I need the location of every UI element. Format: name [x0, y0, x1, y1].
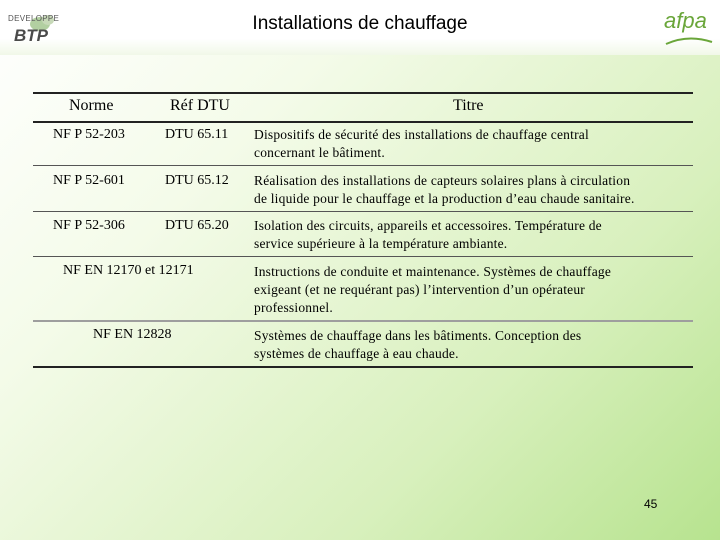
row-3-titre-line-1: Isolation des circuits, appareils et accessoires. Température de [254, 218, 602, 233]
row-2-titre-line-2: de liquide pour le chauffage et la production d’eau chaude sanitaire. [254, 191, 635, 206]
row-4-titre-line-1: Instructions de conduite et maintenance. Systèmes de chauffage [254, 264, 612, 279]
column-header-titre: Titre [453, 97, 484, 114]
row-2-titre-line-1: Réalisation des installations de capteurs solaires plans à circulation [254, 173, 631, 188]
logo-left-small-text: DEVELOPPE [8, 14, 60, 23]
row-5-norme: NF EN 12828 [93, 327, 172, 342]
row-4-titre-line-2: exigeant (et ne requérant pas) l’intervention d’un opérateur [254, 282, 585, 297]
afpa-logo [660, 4, 718, 50]
page-number: 45 [644, 497, 658, 511]
logo-right-text: afpa [664, 8, 707, 33]
row-4-rule [33, 320, 693, 322]
row-2-dtu: DTU 65.12 [165, 173, 229, 188]
row-2-rule [33, 211, 693, 212]
row-1-titre-line-1: Dispositifs de sécurité des installations de chauffage central [254, 127, 589, 142]
row-5-titre-line-2: systèmes de chauffage à eau chaude. [254, 346, 459, 361]
row-4-titre-line-3: professionnel. [254, 300, 333, 315]
row-5-titre-line-1: Systèmes de chauffage dans les bâtiments. Conception des [254, 328, 582, 343]
row-1-dtu: DTU 65.11 [165, 127, 229, 142]
row-3-dtu: DTU 65.20 [165, 218, 229, 233]
row-1-titre-line-2: concernant le bâtiment. [254, 145, 385, 160]
table-top-rule [33, 92, 693, 94]
logo-left-big-text: BTP [14, 26, 48, 45]
row-3-rule [33, 256, 693, 257]
row-3-titre-line-2: service supérieure à la température ambiante. [254, 236, 508, 251]
row-3-norme: NF P 52-306 [53, 218, 125, 233]
row-4-norme: NF EN 12170 et 12171 [63, 263, 194, 278]
column-header-norme: Norme [69, 97, 114, 114]
row-2-norme: NF P 52-601 [53, 173, 125, 188]
table-bottom-rule [33, 366, 693, 368]
row-1-rule [33, 165, 693, 166]
page-title: Installations de chauffage [252, 13, 468, 34]
column-header-ref-dtu: Réf DTU [170, 97, 230, 114]
header-rule [33, 121, 693, 123]
row-1-norme: NF P 52-203 [53, 127, 125, 142]
